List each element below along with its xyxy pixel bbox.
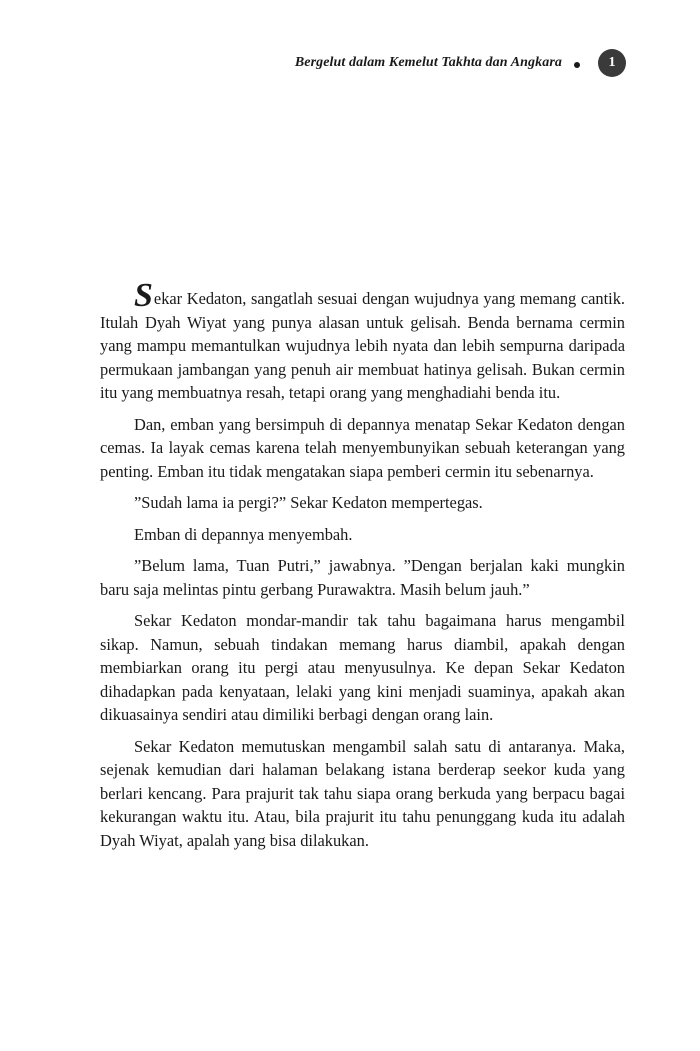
paragraph-6: Sekar Kedaton mondar-mandir tak tahu bagaimana harus mengambil sikap. Namun, sebuah tindakan memang harus diambil, apakah dengan membiarkan orang itu pergi atau menyusulnya. Ke depan Sekar Kedaton dihadapkan pada kenyataan, lelaki yang kini menjadi suaminya, apakah akan dikuasainya sendiri atau dimiliki berbagi dengan orang lain. (100, 611, 625, 724)
paragraph-2: Dan, emban yang bersimpuh di depannya menatap Sekar Kedaton dengan cemas. Ia layak cemas karena telah menyembunyikan sebuah keterangan yang penting. Emban itu tidak mengatakan siapa pemberi cermin itu sebenarnya. (100, 414, 625, 481)
paragraph-7: Sekar Kedaton memutuskan mengambil salah satu di antaranya. Maka, sejenak kemudian dari halaman belakang istana berderap seekor kuda yang berlari kencang. Para prajurit tak tahu siapa orang berkuda yang berpacu bagai kekurangan waktu itu. Atau, bila prajurit itu tahu penunggang kuda itu adalah Dyah Wiyat, apalah yang bisa dilakukan. (100, 736, 625, 850)
paragraph-5: ”Belum lama, Tuan Putri,” jawabnya. ”Dengan berjalan kaki mungkin baru saja melintas pintu gerbang Purawaktra. Masih belum jauh.” (100, 556, 625, 599)
chapter-body (100, 277, 625, 860)
bullet-icon (574, 62, 580, 68)
drop-cap: S (134, 277, 153, 314)
paragraph-3: ”Sudah lama ia pergi?” Sekar Kedaton mempertegas. (134, 493, 483, 512)
paragraph-4: Emban di depannya menyembah. (134, 524, 353, 544)
running-title: Bergelut dalam Kemelut Takhta dan Angkara (294, 55, 562, 70)
page-number-badge: 1 (598, 49, 626, 77)
paragraph-1-text: ekar Kedaton, sangatlah sesuai dengan wujudnya yang memang cantik. Itulah Dyah Wiyat yang punya alasan untuk gelisah. Benda bernama cermin yang mampu memantulkan wujudnya lebih nyata dan lebih sempurna daripada permukaan jambangan yang penuh air membuat hatinya gelisah. Bukan cermin itu yang membuatnya resah, tetapi orang yang menghadiahi benda itu. (100, 289, 625, 402)
running-header (295, 49, 626, 77)
paragraph-1 (100, 277, 625, 405)
